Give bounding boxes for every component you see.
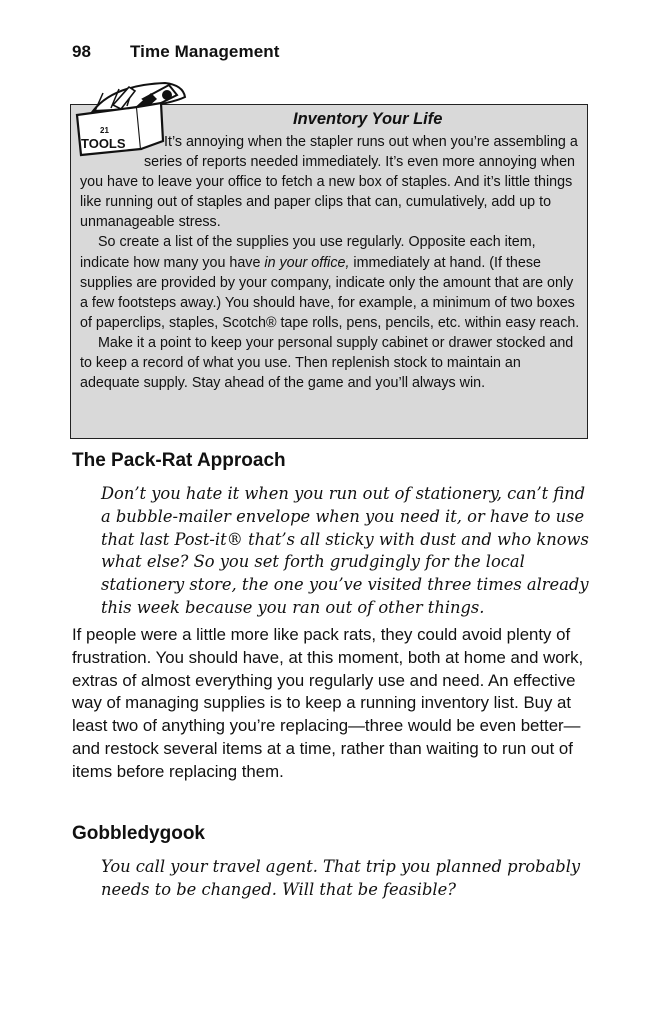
icon-spacer [80,132,144,172]
sidebar-paragraph-3: Make it a point to keep your personal supply cabinet or drawer stocked and to keep a record of what you use. Then replenish stock to maintain an adequate supply. Stay ahead of the game and you’ll always win. [80,334,574,392]
running-title: Time Management [130,42,280,61]
section-heading-pack-rat: The Pack-Rat Approach [72,450,286,471]
body-paragraph-pack-rat: If people were a little more like pack rats, they could avoid plenty of frustration. You should have, at this moment, both at home and work, extras of almost everything you regularly use and need. An effective way of managing supplies is to keep a running inventory list. Buy at least two of anything you’re replacing—three would be even better—and restock several items at a time, rather than waiting to run out of items before replacing them. [72,625,584,781]
toolbox-label: TOOLS [81,136,126,151]
sidebar-title: Inventory Your Life [293,110,443,128]
section-heading-gobbledygook: Gobbledygook [72,823,205,844]
epigraph-pack-rat: Don’t you hate it when you run out of stationery, can’t find a bubble-mailer envelope when you need it, or have to use that last Post-it® that’s all sticky with dust and who knows what else? So you set forth grudgingly for the local stationery store, the one you’ve visited three times already this week because you ran out of other things. [101,484,589,617]
sidebar-paragraph-1: It’s annoying when the stapler runs out when you’re assembling a series of reports needed immediately. It’s even more annoying when you have to leave your office to fetch a new box of staples. And it’s little things like running out of staples and paper clips that can, cumulatively, add up to unmanageable stress. [80,134,578,231]
epigraph-gobbledygook: You call your travel agent. That trip you planned probably needs to be changed. Will that be feasible? [101,857,581,899]
tip-sidebar [70,104,588,439]
sidebar-body [80,132,582,393]
running-head [72,42,280,62]
svg-text:21: 21 [100,126,109,135]
emphasis-in-your-office: in your office, [264,254,350,271]
sidebar-paragraph-2: So create a list of the supplies you use regularly. Opposite each item, indicate how many you have in your office, immediately at hand. (If these supplies are provided by your company, indicate only the amount that are only a few footsteps away.) You should have, for example, a minimum of two boxes of paperclips, staples, Scotch® tape rolls, pens, pencils, etc. within easy reach. [80,234,580,331]
page-number: 98 [72,42,92,61]
